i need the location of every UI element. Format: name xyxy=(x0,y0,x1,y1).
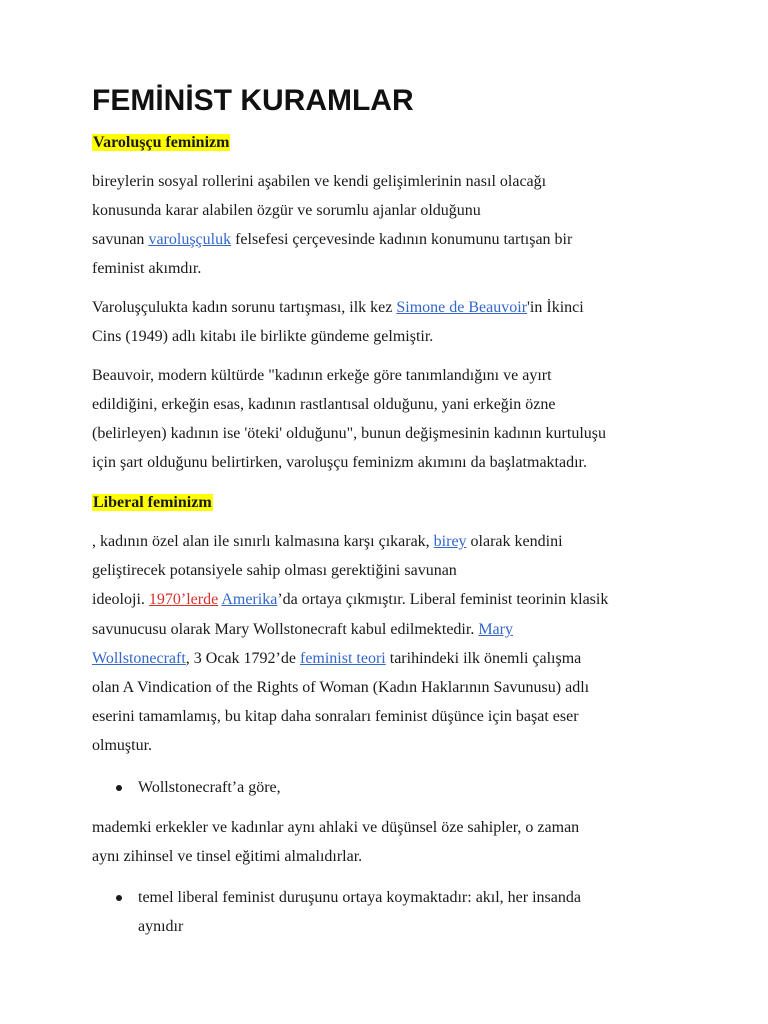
text-span: , 3 Ocak 1792’de xyxy=(185,650,300,667)
text-span: savunan xyxy=(92,231,149,248)
text-span: olarak kendini xyxy=(466,533,563,550)
text-line: mademki erkekler ve kadınlar aynı ahlaki ve düşünsel öze sahipler, o zaman xyxy=(92,819,580,836)
text-line: aynı zihinsel ve tinsel eğitimi almalıdırlar. xyxy=(92,848,363,865)
text-line: feminist akımdır. xyxy=(92,260,202,277)
text-line xyxy=(92,622,513,638)
link-varoluscululuk[interactable]: varoluşçuluk xyxy=(148,231,232,248)
text-line xyxy=(92,534,563,550)
text-span: 'in İkinci xyxy=(527,299,584,316)
text-line xyxy=(92,651,581,667)
text-line: olmuştur. xyxy=(92,737,153,754)
text-line: Beauvoir, modern kültürde "kadının erkeğe göre tanımlandığını ve ayırt xyxy=(92,367,552,384)
text-span: felsefesi çerçevesinde kadının konumunu tartışan bir xyxy=(231,231,573,248)
text-line: olan A Vindication of the Rights of Woman (Kadın Haklarının Savunusu) adlı xyxy=(92,679,590,696)
link-simone-de-beauvoir[interactable]: Simone de Beauvoir xyxy=(396,299,528,316)
section-heading-liberal xyxy=(92,495,213,511)
text-line: (belirleyen) kadının ise 'öteki' olduğunu", bunun değişmesinin kadının kurtuluşu xyxy=(92,425,606,442)
bullet-icon xyxy=(116,895,122,901)
text-span: ideoloji. xyxy=(92,591,149,608)
link-1970lerde[interactable]: 1970’lerde xyxy=(148,591,219,608)
text-span: tarihindeki ilk önemli çalışma xyxy=(385,650,582,667)
text-line: için şart olduğunu belirtirken, varoluşçu feminizm akımını da başlatmaktadır. xyxy=(92,454,587,471)
page-title: FEMİNİST KURAMLAR xyxy=(92,84,414,117)
text-line: Cins (1949) adlı kitabı ile birlikte gündeme gelmiştir. xyxy=(92,328,434,345)
text-span: , kadının özel alan ile sınırlı kalmasına karşı çıkarak, xyxy=(92,533,434,550)
bullet-item-continuation: aynıdır xyxy=(138,918,184,935)
link-amerika[interactable]: Amerika xyxy=(221,591,278,608)
text-line: konusunda karar alabilen özgür ve sorumlu ajanlar olduğunu xyxy=(92,202,481,219)
text-span: savunucusu olarak Mary Wollstonecraft kabul edilmektedir. xyxy=(92,621,479,638)
text-line xyxy=(92,592,608,608)
text-line xyxy=(92,232,572,248)
link-birey[interactable]: birey xyxy=(433,533,467,550)
text-line: eserini tamamlamış, bu kitap daha sonraları feminist düşünce için başat eser xyxy=(92,708,579,725)
section-heading-existentialist xyxy=(92,135,230,151)
link-mary-wollstonecraft[interactable]: Mary xyxy=(478,621,513,638)
bullet-item: Wollstonecraft’a göre, xyxy=(138,779,281,796)
text-line: bireylerin sosyal rollerini aşabilen ve kendi gelişimlerinin nasıl olacağı xyxy=(92,173,547,190)
bullet-item: temel liberal feminist duruşunu ortaya koymaktadır: akıl, her insanda xyxy=(138,889,581,906)
heading-highlight: Varoluşçu feminizm xyxy=(93,134,230,151)
bullet-icon xyxy=(116,785,122,791)
text-line: edildiğini, erkeğin esas, kadının rastlantısal olduğunu, yani erkeğin özne xyxy=(92,396,556,413)
text-line: geliştirecek potansiyele sahip olması gerektiğini savunan xyxy=(92,562,457,579)
link-feminist-teori[interactable]: feminist teori xyxy=(299,650,386,667)
text-span: ’da ortaya çıkmıştır. Liberal feminist teorinin klasik xyxy=(277,591,609,608)
text-span: Varoluşçulukta kadın sorunu tartışması, ilk kez xyxy=(92,299,397,316)
link-wollstonecraft[interactable]: Wollstonecraft xyxy=(92,650,186,667)
text-line xyxy=(92,300,584,316)
heading-highlight: Liberal feminizm xyxy=(93,494,212,511)
